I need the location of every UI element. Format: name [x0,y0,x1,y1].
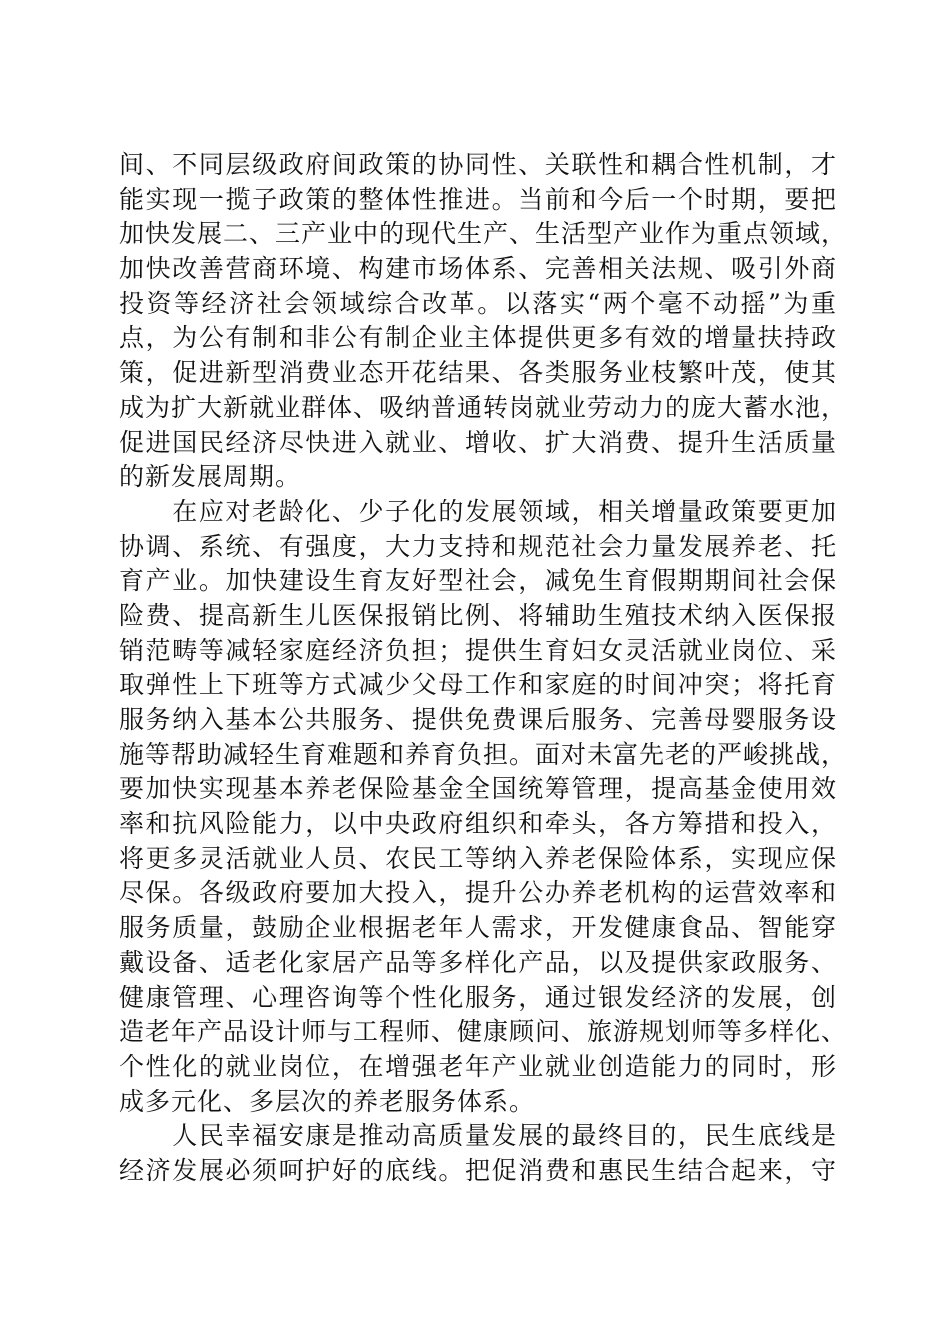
text-line: 的新发展周期。 [119,462,302,492]
text-line: 促进国民经济尽快进入就业、增收、扩大消费、提升生活质量 [119,427,837,457]
text-line: 健康管理、心理咨询等个性化服务，通过银发经济的发展，创 [119,982,837,1012]
text-line: 率和抗风险能力，以中央政府组织和牵头，各方筹措和投入， [119,809,837,839]
text-line: 取弹性上下班等方式减少父母工作和家庭的时间冲突；将托育 [119,670,837,700]
text-line: 加快改善营商环境、构建市场体系、完善相关法规、吸引外商 [119,254,837,284]
text-line: 育产业。加快建设生育友好型社会，减免生育假期期间社会保 [119,566,837,596]
text-line: 人民幸福安康是推动高质量发展的最终目的，民生底线是 [119,1121,837,1151]
text-line: 尽保。各级政府要加大投入，提升公办养老机构的运营效率和 [119,878,837,908]
text-line: 能实现一揽子政策的整体性推进。当前和今后一个时期，要把 [119,184,837,214]
text-line: 成多元化、多层次的养老服务体系。 [119,1086,536,1116]
body-text [119,148,848,1189]
text-line: 投资等经济社会领域综合改革。以落实“两个毫不动摇”为重 [119,288,837,318]
text-line: 个性化的就业岗位，在增强老年产业就业创造能力的同时，形 [119,1051,837,1081]
text-line: 服务质量，鼓励企业根据老年人需求，开发健康食品、智能穿 [119,913,837,943]
text-line: 点，为公有制和非公有制企业主体提供更多有效的增量扶持政 [119,323,837,353]
text-line: 造老年产品设计师与工程师、健康顾问、旅游规划师等多样化、 [119,1017,848,1047]
text-line: 间、不同层级政府间政策的协同性、关联性和耦合性机制，才 [119,150,837,179]
text-line: 险费、提高新生儿医保报销比例、将辅助生殖技术纳入医保报 [119,600,837,630]
text-line: 要加快实现基本养老保险基金全国统筹管理，提高基金使用效 [119,774,837,804]
text-line: 协调、系统、有强度，大力支持和规范社会力量发展养老、托 [119,531,837,561]
text-line: 销范畴等减轻家庭经济负担；提供生育妇女灵活就业岗位、采 [119,635,837,665]
text-line: 服务纳入基本公共服务、提供免费课后服务、完善母婴服务设 [119,705,837,734]
text-line: 将更多灵活就业人员、农民工等纳入养老保险体系，实现应保 [119,843,837,873]
text-line: 经济发展必须呵护好的底线。把促消费和惠民生结合起来，守 [119,1155,837,1185]
text-line: 在应对老龄化、少子化的发展领域，相关增量政策要更加 [119,496,837,526]
text-line: 成为扩大新就业群体、吸纳普通转岗就业劳动力的庞大蓄水池， [119,392,848,422]
text-line: 施等帮助减轻生育难题和养育负担。面对未富先老的严峻挑战， [119,739,848,769]
text-line: 戴设备、适老化家居产品等多样化产品，以及提供家政服务、 [119,947,837,977]
text-line: 加快发展二、三产业中的现代生产、生活型产业作为重点领域， [119,219,848,249]
text-line: 策，促进新型消费业态开花结果、各类服务业枝繁叶茂，使其 [119,358,837,388]
